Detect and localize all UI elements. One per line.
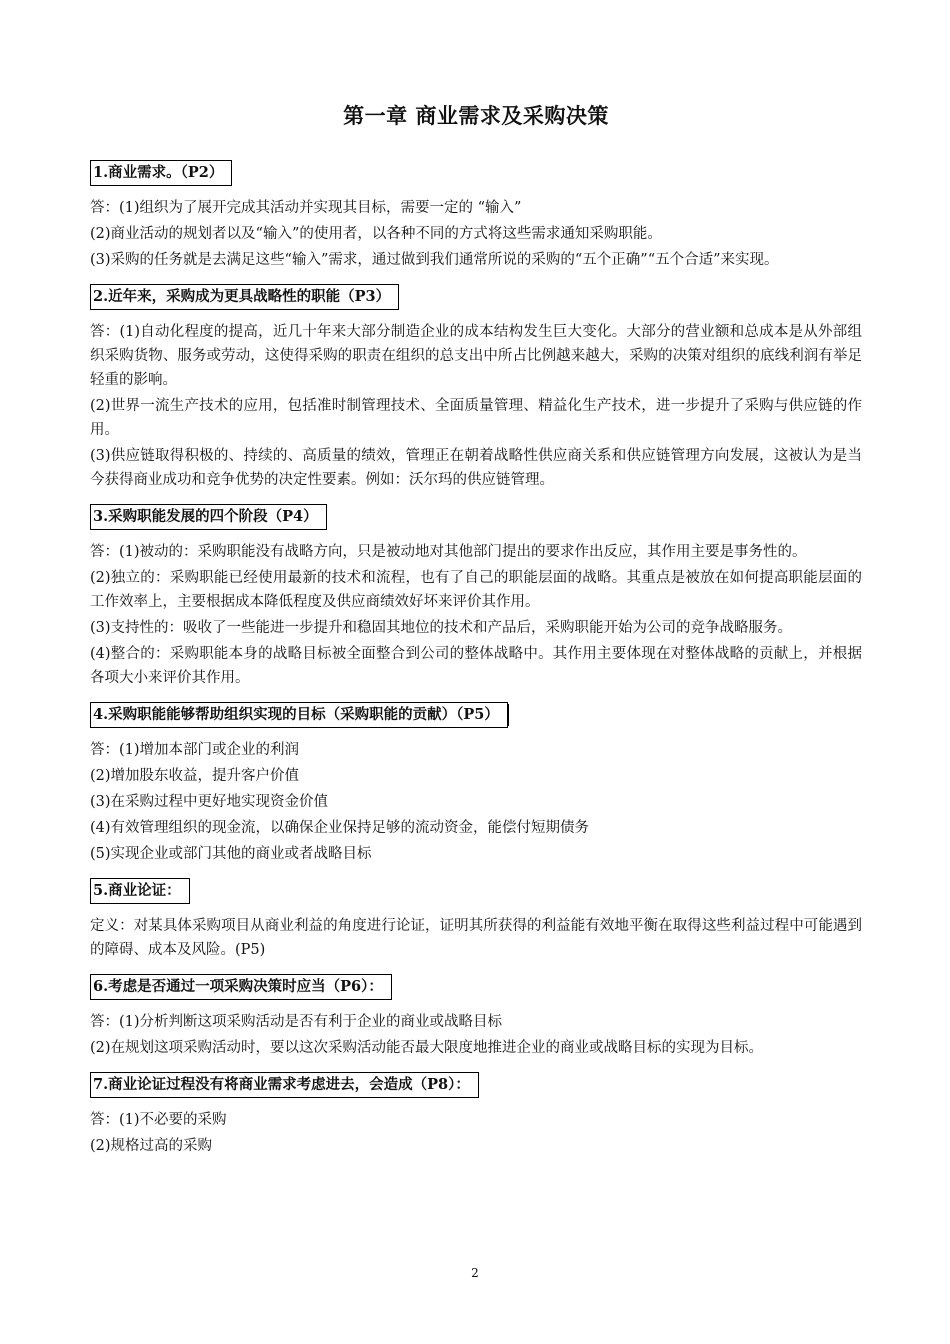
question-heading: 7.商业论证过程没有将商业需求考虑进去，会造成（P8）： <box>90 1072 479 1098</box>
answer-paragraph: (4)有效管理组织的现金流，以确保企业保持足够的流动资金，能偿付短期债务 <box>90 820 590 836</box>
section-2 <box>90 278 862 492</box>
answer-paragraph: 答：(1)自动化程度的提高，近几十年来大部分制造企业的成本结构发生巨大变化。大部分的营业额和总成本是从外部组织采购货物、服务或劳动，这使得采购的职责在组织的总支出中所占比例越来越大，采购的决策对组织的底线利润有举足轻重的影响。 <box>90 324 862 388</box>
answer-paragraph: (2)世界一流生产技术的应用，包括准时制管理技术、全面质量管理、精益化生产技术，进一步提升了采购与供应链的作用。 <box>90 398 862 438</box>
section-4 <box>90 696 862 866</box>
answer-paragraph: 答：(1)组织为了展开完成其活动并实现其目标，需要一定的 “输入” <box>90 200 522 216</box>
answer-paragraph: (2)增加股东收益，提升客户价值 <box>90 768 300 784</box>
question-heading: 3.采购职能发展的四个阶段（P4） <box>90 504 327 530</box>
answer-paragraph: 答：(1)被动的：采购职能没有战略方向，只是被动地对其他部门提出的要求作出反应，其作用主要是事务性的。 <box>90 544 807 560</box>
answer-paragraph: (3)在采购过程中更好地实现资金价值 <box>90 794 329 810</box>
answer-paragraph: 答：(1)增加本部门或企业的利润 <box>90 742 300 758</box>
document-page <box>90 100 862 1164</box>
answer-paragraph: 答：(1)分析判断这项采购活动是否有利于企业的商业或战略目标 <box>90 1014 503 1030</box>
answer-paragraph: (3)采购的任务就是去满足这些“输入”需求，通过做到我们通常所说的采购的“五个正确”“五个合适”来实现。 <box>90 252 779 268</box>
question-heading: 2.近年来，采购成为更具战略性的职能（P3） <box>90 284 399 310</box>
answer-paragraph: (2)独立的：采购职能已经使用最新的技术和流程，也有了自己的职能层面的战略。其重点是被放在如何提高职能层面的工作效率上，主要根据成本降低程度及供应商绩效好坏来评价其作用。 <box>90 570 862 610</box>
section-7 <box>90 1066 862 1158</box>
answer-paragraph: (2)商业活动的规划者以及“输入”的使用者，以各种不同的方式将这些需求通知采购职能。 <box>90 226 662 242</box>
question-heading: 6.考虑是否通过一项采购决策时应当（P6）： <box>90 974 392 1000</box>
section-5 <box>90 872 862 962</box>
answer-paragraph: (2)在规划这项采购活动时，要以这次采购活动能否最大限度地推进企业的商业或战略目标的实现为目标。 <box>90 1040 764 1056</box>
section-6 <box>90 968 862 1060</box>
section-3 <box>90 498 862 690</box>
answer-paragraph: 答：(1)不必要的采购 <box>90 1112 227 1128</box>
answer-paragraph: (3)支持性的：吸收了一些能进一步提升和稳固其地位的技术和产品后，采购职能开始为公司的竞争战略服务。 <box>90 620 793 636</box>
section-1 <box>90 154 862 272</box>
chapter-title: 第一章 商业需求及采购决策 <box>343 103 609 128</box>
answer-paragraph: (4)整合的：采购职能本身的战略目标被全面整合到公司的整体战略中。其作用主要体现在对整体战略的贡献上，并根据各项大小来评价其作用。 <box>90 646 862 686</box>
answer-paragraph: (5)实现企业或部门其他的商业或者战略目标 <box>90 846 372 862</box>
question-heading: 5.商业论证： <box>90 878 190 904</box>
answer-paragraph: (2)规格过高的采购 <box>90 1138 213 1154</box>
answer-paragraph: (3)供应链取得积极的、持续的、高质量的绩效，管理正在朝着战略性供应商关系和供应链管理方向发展，这被认为是当今获得商业成功和竞争优势的决定性要素。例如：沃尔玛的供应链管理。 <box>90 448 862 488</box>
answer-paragraph: 定义：对某具体采购项目从商业利益的角度进行论证，证明其所获得的利益能有效地平衡在取得这些利益过程中可能遇到的障碍、成本及风险。(P5) <box>90 918 862 958</box>
page-number: 2 <box>471 1266 479 1280</box>
question-heading: 4.采购职能能够帮助组织实现的目标（采购职能的贡献）（P5） <box>90 702 508 728</box>
question-heading: 1.商业需求。（P2） <box>90 160 232 186</box>
